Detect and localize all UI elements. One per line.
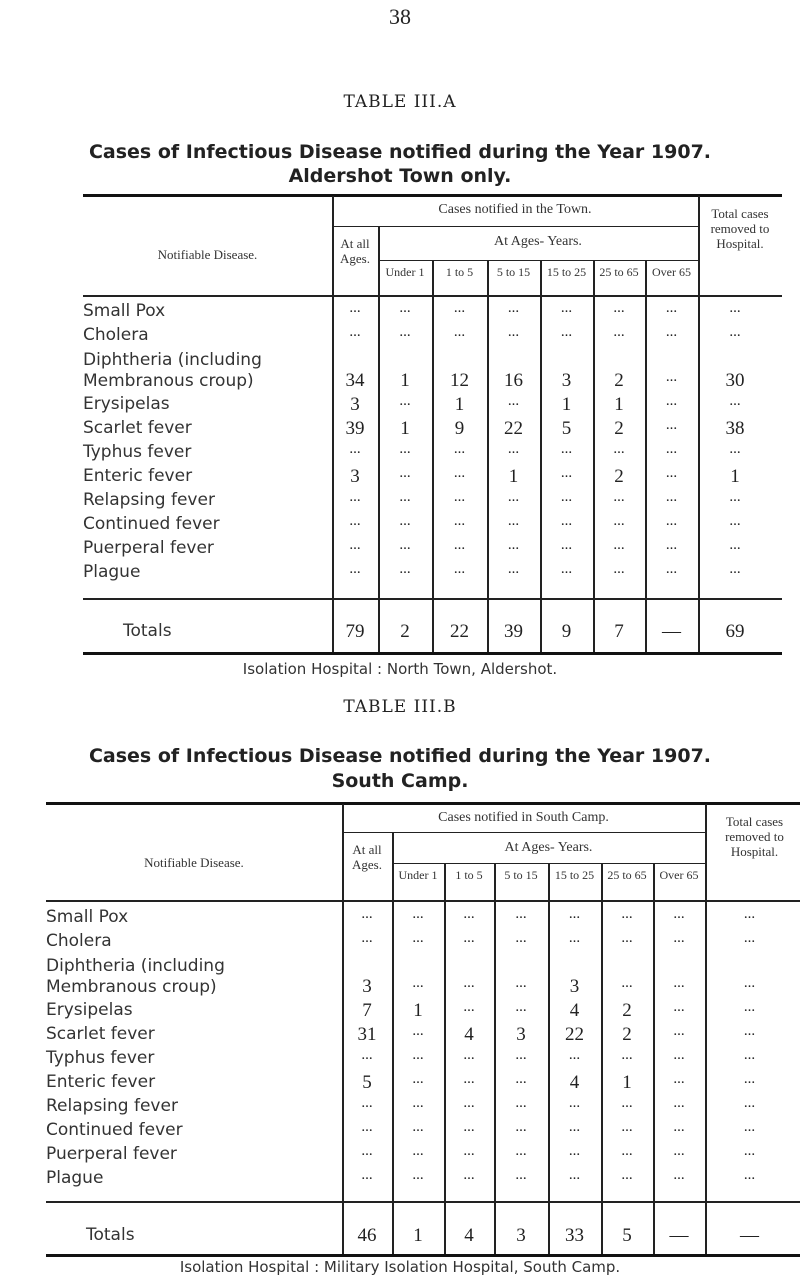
table-cell: 7 xyxy=(362,1000,372,1021)
table-cell: ... xyxy=(507,489,520,505)
table-cell: ... xyxy=(361,930,373,946)
table-cell: ... xyxy=(568,1095,581,1111)
table-cell: 4 xyxy=(569,1000,580,1021)
totals-cell: — xyxy=(740,1225,759,1246)
table-cell: 12 xyxy=(450,370,469,391)
table-cell: ... xyxy=(560,537,573,553)
table-cell: ... xyxy=(412,1119,424,1135)
table-cell: ... xyxy=(453,300,466,316)
table-cell: ... xyxy=(743,1023,756,1039)
disease-name: Diphtheria (including Membranous croup) xyxy=(83,350,262,391)
table-cell: 39 xyxy=(345,418,365,439)
table-cell: ... xyxy=(621,1095,633,1111)
table-cell: 5 xyxy=(362,1072,372,1093)
disease-name: Typhus fever xyxy=(83,442,192,462)
table-cell: ... xyxy=(665,537,678,553)
table-cell: ... xyxy=(507,561,520,577)
table-cell: ... xyxy=(507,513,520,529)
table-cell: ... xyxy=(743,999,756,1015)
table-cell: ... xyxy=(463,1119,475,1135)
table-cell: ... xyxy=(515,906,527,922)
header-removed: Total cases removed to Hospital. xyxy=(710,206,770,251)
header-group: Cases notified in South Camp. xyxy=(438,810,609,825)
table-cell: ... xyxy=(560,561,573,577)
disease-name: Small Pox xyxy=(83,301,166,321)
table-cell: ... xyxy=(729,489,741,505)
table-cell: ... xyxy=(743,1167,756,1183)
table-cell: ... xyxy=(507,537,520,553)
disease-name: Continued fever xyxy=(83,514,220,534)
table-cell: ... xyxy=(743,930,756,946)
totals-cell: 4 xyxy=(464,1225,474,1246)
table-cell: ... xyxy=(729,513,741,529)
header-rule xyxy=(342,832,705,833)
header-disease: Notifiable Disease. xyxy=(144,855,244,870)
table-cell: ... xyxy=(399,465,411,481)
table-cell: 1 xyxy=(730,466,740,487)
table-cell: 16 xyxy=(504,370,523,391)
table-cell: ... xyxy=(349,489,361,505)
table-cell: ... xyxy=(399,300,411,316)
table-subtitle: Aldershot Town only. xyxy=(288,165,512,187)
disease-name: Puerperal fever xyxy=(83,538,214,558)
table-cell: ... xyxy=(463,906,475,922)
table-cell: ... xyxy=(613,324,625,340)
table-cell: ... xyxy=(453,513,466,529)
table-cell: 3 xyxy=(362,976,372,997)
table-cell: ... xyxy=(515,1095,527,1111)
header-at-all-ages: At all Ages. xyxy=(352,842,382,872)
table-cell: ... xyxy=(613,537,625,553)
header-age-col: 15 to 25 xyxy=(546,265,587,279)
table-cell: ... xyxy=(665,489,678,505)
table-cell: ... xyxy=(463,1167,475,1183)
table-cell: ... xyxy=(665,393,678,409)
page-number: 38 xyxy=(389,4,411,29)
table-cell: 3 xyxy=(516,1024,526,1045)
table-cell: ... xyxy=(729,324,741,340)
table-cell: ... xyxy=(673,999,685,1015)
table-cell: 38 xyxy=(725,418,745,439)
totals-cell: — xyxy=(662,621,681,642)
totals-cell: 33 xyxy=(565,1225,584,1246)
table-cell: 1 xyxy=(454,394,465,415)
table-cell: ... xyxy=(412,1047,424,1063)
table-cell: ... xyxy=(349,537,361,553)
table-cell: 4 xyxy=(569,1072,580,1093)
header-removed: Total cases removed to Hospital. xyxy=(725,814,784,859)
disease-name: Enteric fever xyxy=(83,466,193,486)
table-cell: ... xyxy=(560,324,573,340)
table-cell: ... xyxy=(412,906,424,922)
table-cell: ... xyxy=(399,324,411,340)
table-cell: 3 xyxy=(350,394,360,415)
table-cell: ... xyxy=(412,975,424,991)
table-cell: ... xyxy=(673,1119,685,1135)
table-cell: ... xyxy=(399,537,411,553)
table-cell: ... xyxy=(515,1167,527,1183)
table-cell: ... xyxy=(560,300,573,316)
table-cell: ... xyxy=(515,999,527,1015)
totals-cell: 39 xyxy=(504,621,523,642)
table-cell: ... xyxy=(673,1143,685,1159)
table-cell: ... xyxy=(361,1047,373,1063)
header-age-col: Under 1 xyxy=(385,265,425,279)
table-cell: ... xyxy=(463,975,475,991)
totals-cell: 46 xyxy=(357,1225,377,1246)
table-cell: ... xyxy=(463,999,475,1015)
table-cell: 3 xyxy=(350,466,360,487)
table-cell: 30 xyxy=(725,370,745,391)
table-cell: 1 xyxy=(508,466,519,487)
table-cell: 2 xyxy=(614,418,624,439)
totals-cell: 69 xyxy=(725,621,745,642)
disease-name: Erysipelas xyxy=(46,1000,133,1020)
table-cell: 3 xyxy=(569,976,580,997)
table-cell: ... xyxy=(361,906,373,922)
header-disease: Notifiable Disease. xyxy=(157,247,258,262)
table-cell: ... xyxy=(621,906,633,922)
table-cell: 5 xyxy=(561,418,572,439)
table-cell: ... xyxy=(673,1047,685,1063)
table-cell: ... xyxy=(349,324,361,340)
disease-name: Puerperal fever xyxy=(46,1144,177,1164)
header-age-col: 15 to 25 xyxy=(554,868,595,882)
table-cell: ... xyxy=(673,1071,685,1087)
col-divider xyxy=(392,832,394,1254)
table-cell: ... xyxy=(361,1143,373,1159)
table-cell: ... xyxy=(673,1023,685,1039)
bottom-rule xyxy=(46,1254,800,1257)
footnote: Isolation Hospital : North Town, Aldershot. xyxy=(242,660,558,678)
table-cell: ... xyxy=(613,513,625,529)
table-cell: ... xyxy=(568,1047,581,1063)
table-cell: 2 xyxy=(622,1024,632,1045)
table-cell: ... xyxy=(621,975,633,991)
table-cell: ... xyxy=(399,441,411,457)
table-cell: ... xyxy=(729,561,741,577)
header-rule xyxy=(378,260,698,261)
table-cell: ... xyxy=(613,561,625,577)
table-cell: ... xyxy=(412,1095,424,1111)
totals-cell: 2 xyxy=(400,621,410,642)
table-cell: ... xyxy=(515,1119,527,1135)
disease-name: Scarlet fever xyxy=(46,1024,155,1044)
table-cell: ... xyxy=(729,441,741,457)
table-cell: ... xyxy=(361,1095,373,1111)
table-cell: ... xyxy=(621,1143,633,1159)
table-cell: ... xyxy=(743,1071,756,1087)
table-cell: ... xyxy=(399,393,411,409)
table-cell: ... xyxy=(399,489,411,505)
totals-label: Totals xyxy=(123,621,172,641)
table-cell: ... xyxy=(568,1143,581,1159)
table-cell: 1 xyxy=(561,394,572,415)
table-cell: ... xyxy=(412,1143,424,1159)
disease-name: Plague xyxy=(83,562,141,582)
table-cell: 2 xyxy=(614,466,624,487)
table-cell: ... xyxy=(412,1023,424,1039)
disease-name: Continued fever xyxy=(46,1120,183,1140)
disease-name: Relapsing fever xyxy=(83,490,215,510)
table-cell: ... xyxy=(349,441,361,457)
top-rule xyxy=(46,802,800,805)
disease-name: Enteric fever xyxy=(46,1072,156,1092)
totals-cell: 1 xyxy=(413,1225,423,1246)
table-cell: 1 xyxy=(400,370,410,391)
table-cell: ... xyxy=(399,561,411,577)
table-cell: ... xyxy=(507,324,520,340)
table-cell: ... xyxy=(412,1071,424,1087)
table-cell: 1 xyxy=(614,394,624,415)
header-rule xyxy=(332,226,698,227)
totals-cell: 5 xyxy=(622,1225,632,1246)
table-cell: ... xyxy=(453,465,466,481)
table-cell: ... xyxy=(665,441,678,457)
table-label: TABLE III.B xyxy=(343,697,457,717)
table-cell: ... xyxy=(673,930,685,946)
header-age-col: 1 to 5 xyxy=(445,265,474,279)
table-cell: ... xyxy=(560,465,573,481)
top-rule xyxy=(83,194,782,197)
table-cell: ... xyxy=(743,1119,756,1135)
header-age-col: 5 to 15 xyxy=(504,868,538,882)
header-age-col: 25 to 65 xyxy=(607,868,647,882)
table-cell: ... xyxy=(349,300,361,316)
totals-cell: 3 xyxy=(516,1225,526,1246)
table-cell: 31 xyxy=(357,1024,377,1045)
table-cell: ... xyxy=(729,300,741,316)
disease-name: Erysipelas xyxy=(83,394,170,414)
table-cell: ... xyxy=(673,1095,685,1111)
header-age-col: 1 to 5 xyxy=(455,868,483,882)
table-cell: ... xyxy=(412,1167,424,1183)
table-cell: 22 xyxy=(504,418,523,439)
table-cell: ... xyxy=(729,537,741,553)
totals-cell: 22 xyxy=(450,621,469,642)
table-cell: ... xyxy=(463,1095,475,1111)
table-cell: ... xyxy=(453,441,466,457)
table-cell: ... xyxy=(568,930,581,946)
table-cell: ... xyxy=(463,1143,475,1159)
table-cell: ... xyxy=(665,465,678,481)
table-cell: ... xyxy=(463,1071,475,1087)
table-cell: ... xyxy=(361,1119,373,1135)
table-cell: ... xyxy=(743,1047,756,1063)
table-title: Cases of Infectious Disease notified during the Year 1907. xyxy=(88,745,712,767)
table-cell: ... xyxy=(673,906,685,922)
table-cell: ... xyxy=(399,513,411,529)
table-cell: ... xyxy=(507,441,520,457)
totals-cell: — xyxy=(669,1225,689,1246)
table-cell: ... xyxy=(729,393,741,409)
table-cell: ... xyxy=(463,1047,475,1063)
table-cell: ... xyxy=(453,561,466,577)
table-cell: ... xyxy=(349,561,361,577)
table-cell: ... xyxy=(673,975,685,991)
totals-label: Totals xyxy=(86,1225,135,1245)
disease-name: Diphtheria (including Membranous croup) xyxy=(46,956,225,997)
table-cell: ... xyxy=(673,1167,685,1183)
header-rule xyxy=(46,900,800,902)
table-label: TABLE III.A xyxy=(343,92,457,112)
table-cell: ... xyxy=(665,369,678,385)
table-cell: 4 xyxy=(464,1024,474,1045)
table-cell: ... xyxy=(568,906,581,922)
table-cell: ... xyxy=(743,1143,756,1159)
table-cell: ... xyxy=(613,489,625,505)
header-age-group: At Ages- Years. xyxy=(504,840,593,855)
table-cell: ... xyxy=(515,1047,527,1063)
header-age-col: Under 1 xyxy=(398,868,438,882)
table-cell: ... xyxy=(515,975,527,991)
table-cell: 9 xyxy=(454,418,465,439)
table-cell: ... xyxy=(507,300,520,316)
table-cell: ... xyxy=(665,561,678,577)
table-subtitle: South Camp. xyxy=(331,770,469,792)
totals-cell: 9 xyxy=(561,621,572,642)
table-cell: ... xyxy=(621,1119,633,1135)
totals-cell: 79 xyxy=(345,621,365,642)
footnote: Isolation Hospital : Military Isolation Hospital, South Camp. xyxy=(179,1258,621,1276)
header-age-col: 25 to 65 xyxy=(599,265,639,279)
table-cell: 3 xyxy=(561,370,572,391)
table-cell: ... xyxy=(515,1071,527,1087)
disease-name: Cholera xyxy=(46,931,112,951)
table-cell: ... xyxy=(743,906,756,922)
table-cell: ... xyxy=(453,324,466,340)
totals-rule xyxy=(46,1201,800,1203)
header-rule xyxy=(83,295,782,297)
table-cell: 22 xyxy=(565,1024,584,1045)
table-cell: 1 xyxy=(413,1000,423,1021)
table-cell: ... xyxy=(568,1119,581,1135)
table-cell: ... xyxy=(349,513,361,529)
table-cell: ... xyxy=(621,930,633,946)
table-cell: ... xyxy=(453,489,466,505)
table-cell: 2 xyxy=(622,1000,632,1021)
disease-name: Plague xyxy=(46,1168,104,1188)
table-cell: ... xyxy=(665,324,678,340)
table-cell: ... xyxy=(665,300,678,316)
table-cell: ... xyxy=(515,1143,527,1159)
table-cell: 34 xyxy=(345,370,365,391)
header-age-col: Over 65 xyxy=(652,265,691,279)
table-cell: ... xyxy=(560,489,573,505)
header-age-group: At Ages- Years. xyxy=(494,234,582,249)
table-cell: ... xyxy=(453,537,466,553)
header-rule xyxy=(392,863,705,864)
table-cell: ... xyxy=(560,513,573,529)
header-age-col: Over 65 xyxy=(659,868,699,882)
header-group: Cases notified in the Town. xyxy=(438,202,592,217)
table-cell: ... xyxy=(361,1167,373,1183)
header-age-col: 5 to 15 xyxy=(496,265,531,279)
table-cell: ... xyxy=(560,441,573,457)
disease-name: Cholera xyxy=(83,325,149,345)
table-cell: 1 xyxy=(400,418,410,439)
table-cell: ... xyxy=(507,393,520,409)
table-cell: ... xyxy=(621,1167,633,1183)
table-cell: ... xyxy=(665,513,678,529)
totals-rule xyxy=(83,598,782,600)
disease-name: Small Pox xyxy=(46,907,129,927)
bottom-rule xyxy=(83,652,782,655)
table-cell: ... xyxy=(568,1167,581,1183)
table-cell: 1 xyxy=(622,1072,632,1093)
table-title: Cases of Infectious Disease notified during the Year 1907. xyxy=(88,141,712,163)
table-cell: ... xyxy=(743,975,756,991)
table-cell: ... xyxy=(665,417,678,433)
table-cell: ... xyxy=(621,1047,633,1063)
table-cell: ... xyxy=(515,930,527,946)
table-cell: ... xyxy=(412,930,424,946)
disease-name: Relapsing fever xyxy=(46,1096,178,1116)
table-cell: ... xyxy=(743,1095,756,1111)
table-cell: ... xyxy=(613,441,625,457)
table-cell: 2 xyxy=(614,370,624,391)
totals-cell: 7 xyxy=(614,621,624,642)
disease-name: Typhus fever xyxy=(46,1048,155,1068)
table-cell: ... xyxy=(613,300,625,316)
disease-name: Scarlet fever xyxy=(83,418,192,438)
header-at-all-ages: At all Ages. xyxy=(340,236,370,266)
table-cell: ... xyxy=(463,930,475,946)
